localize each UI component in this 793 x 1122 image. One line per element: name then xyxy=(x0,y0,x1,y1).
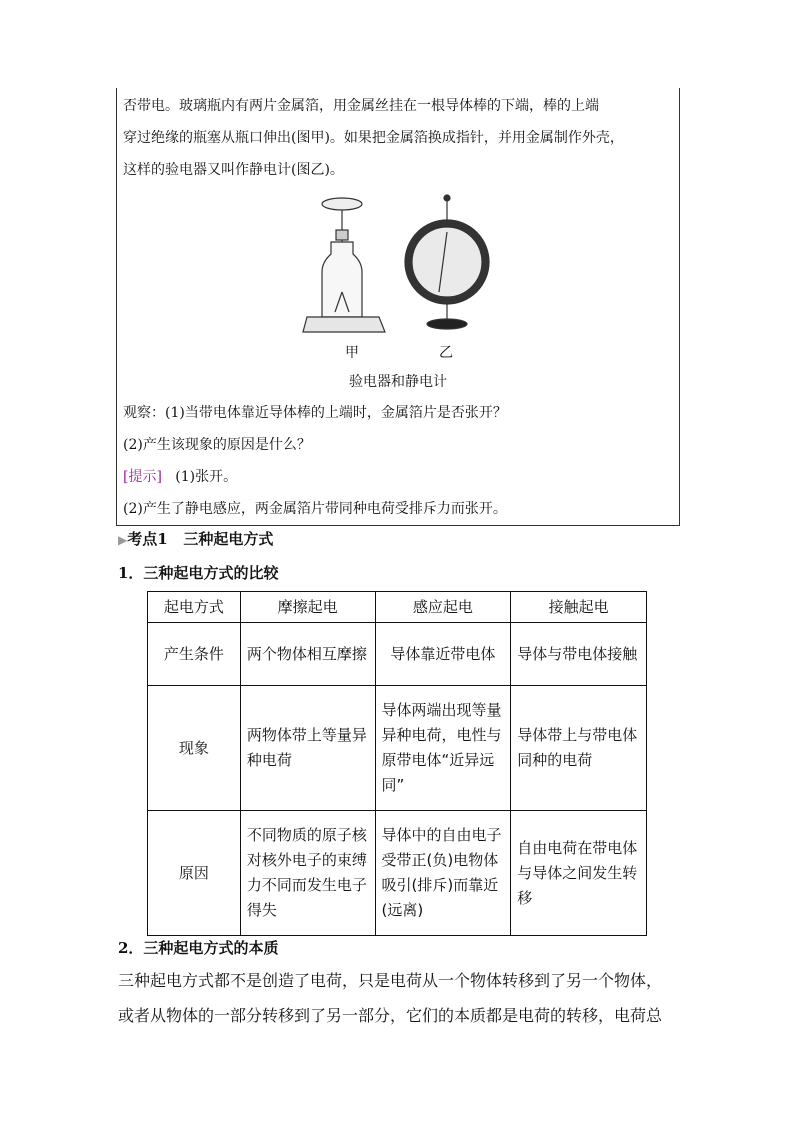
table-row xyxy=(148,686,647,811)
figure-label-yi: 乙 xyxy=(439,345,453,361)
table-cell: 两物体带上等量异种电荷 xyxy=(240,686,375,811)
kaodian-title: 三种起电方式 xyxy=(183,530,274,548)
figure-label-jia: 甲 xyxy=(345,345,359,361)
table-cell: 不同物质的原子核对核外电子的束缚力不同而发生电子得失 xyxy=(240,811,375,936)
table-cell: 导体带上与带电体同种的电荷 xyxy=(511,686,647,811)
table-header-cell: 起电方式 xyxy=(148,592,241,623)
table-header-cell: 感应起电 xyxy=(375,592,511,623)
tip-line-1 xyxy=(123,467,237,487)
intro-line-2: 穿过绝缘的瓶塞从瓶口伸出(图甲)。如果把金属箔换成指针，并用金属制作外壳， xyxy=(123,130,624,146)
tip-label: [提示] xyxy=(123,469,162,485)
table-header-cell: 摩擦起电 xyxy=(240,592,375,623)
tip-answer-2: (2)产生了静电感应，两金属箔片带同种电荷受排斥力而张开。 xyxy=(123,501,507,517)
observe-question-1: 观察：(1)当带电体靠近导体棒的上端时，金属箔片是否张开？ xyxy=(123,405,507,421)
row-label: 原因 xyxy=(148,811,241,936)
table-row xyxy=(148,623,647,686)
kaodian-header xyxy=(118,528,273,551)
section-2-title: 2．三种起电方式的本质 xyxy=(118,939,279,957)
table-header-row xyxy=(148,592,647,623)
section-1-title: 1．三种起电方式的比较 xyxy=(118,564,279,582)
paragraph-line-2: 或者从物体的一部分转移到了另一部分，它们的本质都是电荷的转移，电荷总 xyxy=(118,1006,663,1025)
table-cell: 导体与带电体接触 xyxy=(511,623,647,686)
row-label: 产生条件 xyxy=(148,623,241,686)
paragraph-line-1: 三种起电方式都不是创造了电荷，只是电荷从一个物体转移到了另一个物体， xyxy=(118,971,663,990)
figure-drawing xyxy=(117,192,681,372)
comparison-table xyxy=(147,591,647,936)
triangle-marker-icon: ▶ xyxy=(118,533,128,547)
kaodian-marker: 考点1 xyxy=(127,530,168,548)
figure-electroscope-electrometer xyxy=(117,192,679,372)
electrometer-illustration xyxy=(405,195,489,329)
intro-box xyxy=(116,88,680,526)
row-label: 现象 xyxy=(148,686,241,811)
table-row xyxy=(148,811,647,936)
table-cell: 两个物体相互摩擦 xyxy=(240,623,375,686)
tip-answer-1: (1)张开。 xyxy=(175,469,238,485)
figure-caption: 验电器和静电计 xyxy=(349,374,447,390)
observe-question-2: (2)产生该现象的原因是什么？ xyxy=(123,437,311,453)
table-cell: 导体两端出现等量异种电荷，电性与原带电体“近异远同” xyxy=(375,686,511,811)
intro-line-3: 这样的验电器又叫作静电计(图乙)。 xyxy=(123,162,344,178)
table-cell: 导体靠近带电体 xyxy=(375,623,511,686)
electroscope-illustration xyxy=(303,198,385,332)
table-cell: 自由电荷在带电体与导体之间发生转移 xyxy=(511,811,647,936)
table-header-cell: 接触起电 xyxy=(511,592,647,623)
table-cell: 导体中的自由电子受带正(负)电物体吸引(排斥)而靠近(远离) xyxy=(375,811,511,936)
intro-line-1: 否带电。玻璃瓶内有两片金属箔，用金属丝挂在一根导体棒的下端，棒的上端 xyxy=(123,98,599,114)
